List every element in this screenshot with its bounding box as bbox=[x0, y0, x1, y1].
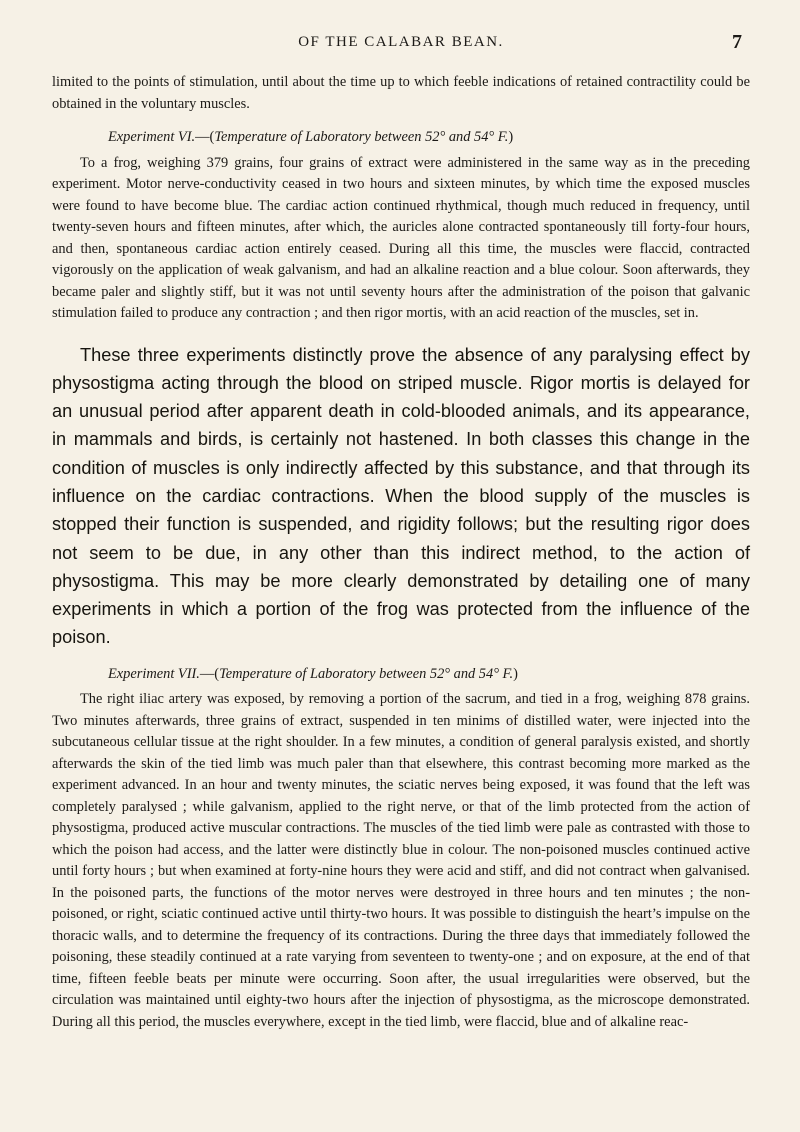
experiment-6-heading bbox=[52, 127, 750, 149]
handwritten-comment bbox=[52, 341, 750, 652]
experiment-7-label: Experiment VII. bbox=[108, 665, 200, 682]
page-number: 7 bbox=[732, 31, 742, 53]
body-text bbox=[52, 72, 750, 1033]
experiment-6-label: Experiment VI. bbox=[108, 129, 196, 145]
experiment-7-temperature: Temperature of Laboratory between 52° and 54° F. bbox=[219, 665, 514, 682]
continued-paragraph: limited to the points of stimulation, until about the time up to which feeble indications of retained contractility could be obtained in the voluntary muscles. bbox=[52, 74, 750, 112]
experiment-6-temperature: Temperature of Laboratory between 52° and 54° F. bbox=[214, 129, 509, 145]
running-head bbox=[52, 26, 750, 58]
experiment-7-paragraph: The right iliac artery was exposed, by removing a portion of the sacrum, and tied in a frog, weighing 878 grains. Two minutes afterwards, three grains of extract, suspended in ten minims of distilled water, were injected into the subcutaneous cellular tissue at the right shoulder. In a few minutes, a condition of general paralysis existed, and shortly afterwards the skin of the tied limb was much paler than that elsewhere, this contrast becoming more marked as the experiment advanced. In an hour and twenty minutes, the sciatic nerves being exposed, it was found that the left was completely paralysed ; while galvanism, applied to the right nerve, or that of the limb protected from the action of physostigma, produced active muscular contractions. The muscles of the tied limb were pale as contrasted with those to which the poison had access, and the latter were distinctly blue in colour. The non-poisoned muscles continued active until forty hours ; but when examined at forty-nine hours they were acid and stiff, and did not contract when galvanised. In the poisoned parts, the functions of the motor nerves were destroyed in three hours and ten minutes ; the non-poisoned, or right, sciatic continued active until thirty-two hours. It was possible to distinguish the heart’s impulse on the thoracic walls, and to determine the frequency of its contractions. During the three days that immediately followed the poisoning, these steadily continued at a rate varying from seventeen to twenty-one ; and on exposure, at the end of that time, fifteen feeble beats per minute were occurring. Soon after, the usual irregularities were observed, but the circulation was maintained until eighty-two hours after the injection of physostigma, as the microscope demonstrated. During all this period, the muscles everywhere, except in the tied limb, were flaccid, blue and of alkaline reac- bbox=[52, 691, 750, 1030]
handwritten-comment-text: These three experiments distinctly prove the absence of any paralysing effect by physostigma acting through the blood on striped muscle. Rigor mortis is delayed for an unusual period after apparent death in cold-blooded animals, and its appearance, in mammals and birds, is certainly not hastened. In both classes this change in the condition of muscles is only indirectly affected by this substance, and that through its influence on the cardiac contractions. When the blood supply of the muscles is stopped their function is suspended, and rigidity follows; but the resulting rigor does not seem to be due, in any other than this indirect method, to the action of physostigma. This may be more clearly demonstrated by detailing one of many experiments in which a portion of the frog was protected from the influence of the poison. bbox=[52, 344, 750, 648]
experiment-6-close: ) bbox=[508, 129, 514, 145]
experiment-6-dash: —( bbox=[195, 129, 215, 145]
running-title: OF THE CALABAR BEAN. bbox=[298, 34, 504, 50]
experiment-6-paragraph: To a frog, weighing 379 grains, four grains of extract were administered in the same way as in the preceding experiment. Motor nerve-conductivity ceased in two hours and sixteen minutes, by which time the exposed muscles were found to have become blue. The cardiac action continued rhythmical, though much reduced in frequency, until twenty-seven hours and fifteen minutes, after which, the auricles alone contracted spontaneously till forty-four hours, and then, spontaneous cardiac action entirely ceased. During all this time, the muscles were flaccid, contracted vigorously on the application of weak galvanism, and had an alkaline reaction and a blue colour. Soon afterwards, they became paler and slightly stiff, but it was not until seventy hours after the administration of the poison that galvanic stimulation failed to produce any contraction ; and then rigor mortis, with an acid reaction of the muscles, set in. bbox=[52, 154, 750, 321]
experiment-7-close: ) bbox=[513, 665, 518, 682]
experiment-7-dash: —( bbox=[199, 665, 220, 682]
experiment-7-heading bbox=[52, 664, 750, 686]
